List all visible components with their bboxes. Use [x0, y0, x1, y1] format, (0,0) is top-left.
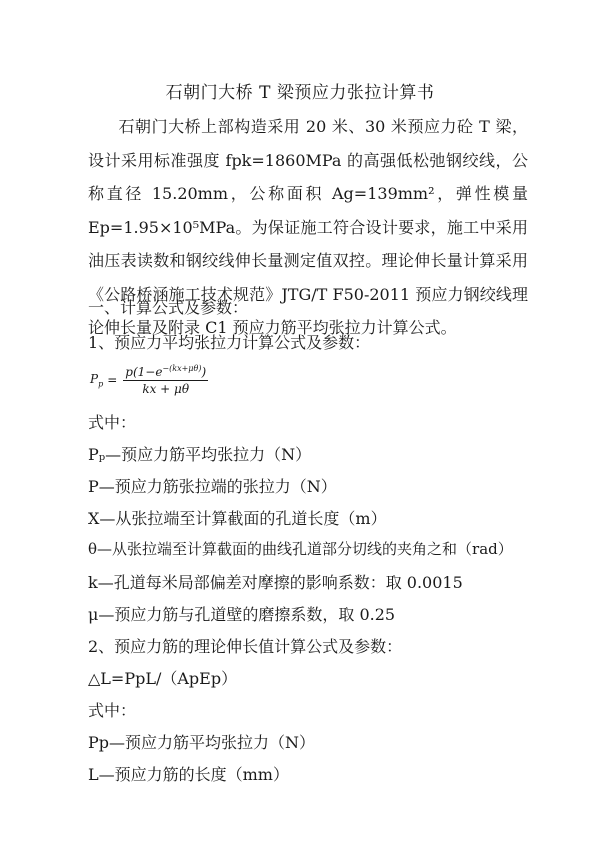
formula-fraction	[123, 364, 208, 396]
param-line: X—从张拉端至计算截面的孔道长度（m）	[88, 509, 387, 528]
param-line: Pp—预应力筋平均张拉力（N）	[88, 733, 316, 752]
param-line: P—预应力筋张拉端的张拉力（N）	[88, 477, 337, 496]
intro-text: 石朝门大桥上部构造采用 20 米、30 米预应力砼 T 梁，设计采用标准强度 fpk=1860MPa 的高强低松弛钢绞线，公称直径 15.20mm，公称面积 Ag=139mm²，弹性模量 Ep=1.95×10⁵MPa。为保证施工符合设计要求，施工中采用油压表读数和钢绞线伸长量测定值双控。理论伸长量计算采用《公路桥涵施工技术规范》JTG/T F50-2011 预应力钢绞线理论伸长量及附录 C1 预应力筋平均张拉力计算公式。	[88, 117, 528, 337]
param-line: k—孔道每米局部偏差对摩擦的影响系数：取 0.0015	[88, 573, 463, 592]
document-title: 石朝门大桥 T 梁预应力张拉计算书	[165, 83, 435, 103]
where-label-2: 式中：	[88, 701, 137, 720]
formula-numerator: $p(1-e^{-(kx+\mu\theta)})$	[125, 364, 207, 379]
formula-lhs: $P_p$	[90, 371, 104, 389]
formula-denominator: kx + μθ	[142, 382, 190, 396]
param-line: Pₚ—预应力筋平均张拉力（N）	[88, 445, 312, 464]
subsection-heading-2: 2、预应力筋的理论伸长值计算公式及参数：	[88, 637, 403, 656]
param-line: μ—预应力筋与孔道壁的磨擦系数，取 0.25	[88, 605, 396, 624]
section-heading: 一、计算公式及参数：	[88, 298, 249, 317]
formula-equals: =	[107, 373, 118, 387]
subsection-heading-1: 1、预应力平均张拉力计算公式及参数：	[88, 333, 371, 352]
param-line: L—预应力筋的长度（mm）	[88, 765, 289, 784]
elongation-formula: △L=PpL/（ApEp）	[88, 669, 238, 688]
average-tension-formula	[90, 360, 208, 400]
param-line: θ—从张拉端至计算截面的曲线孔道部分切线的夹角之和（rad）	[88, 540, 513, 558]
where-label-1: 式中：	[88, 413, 137, 432]
